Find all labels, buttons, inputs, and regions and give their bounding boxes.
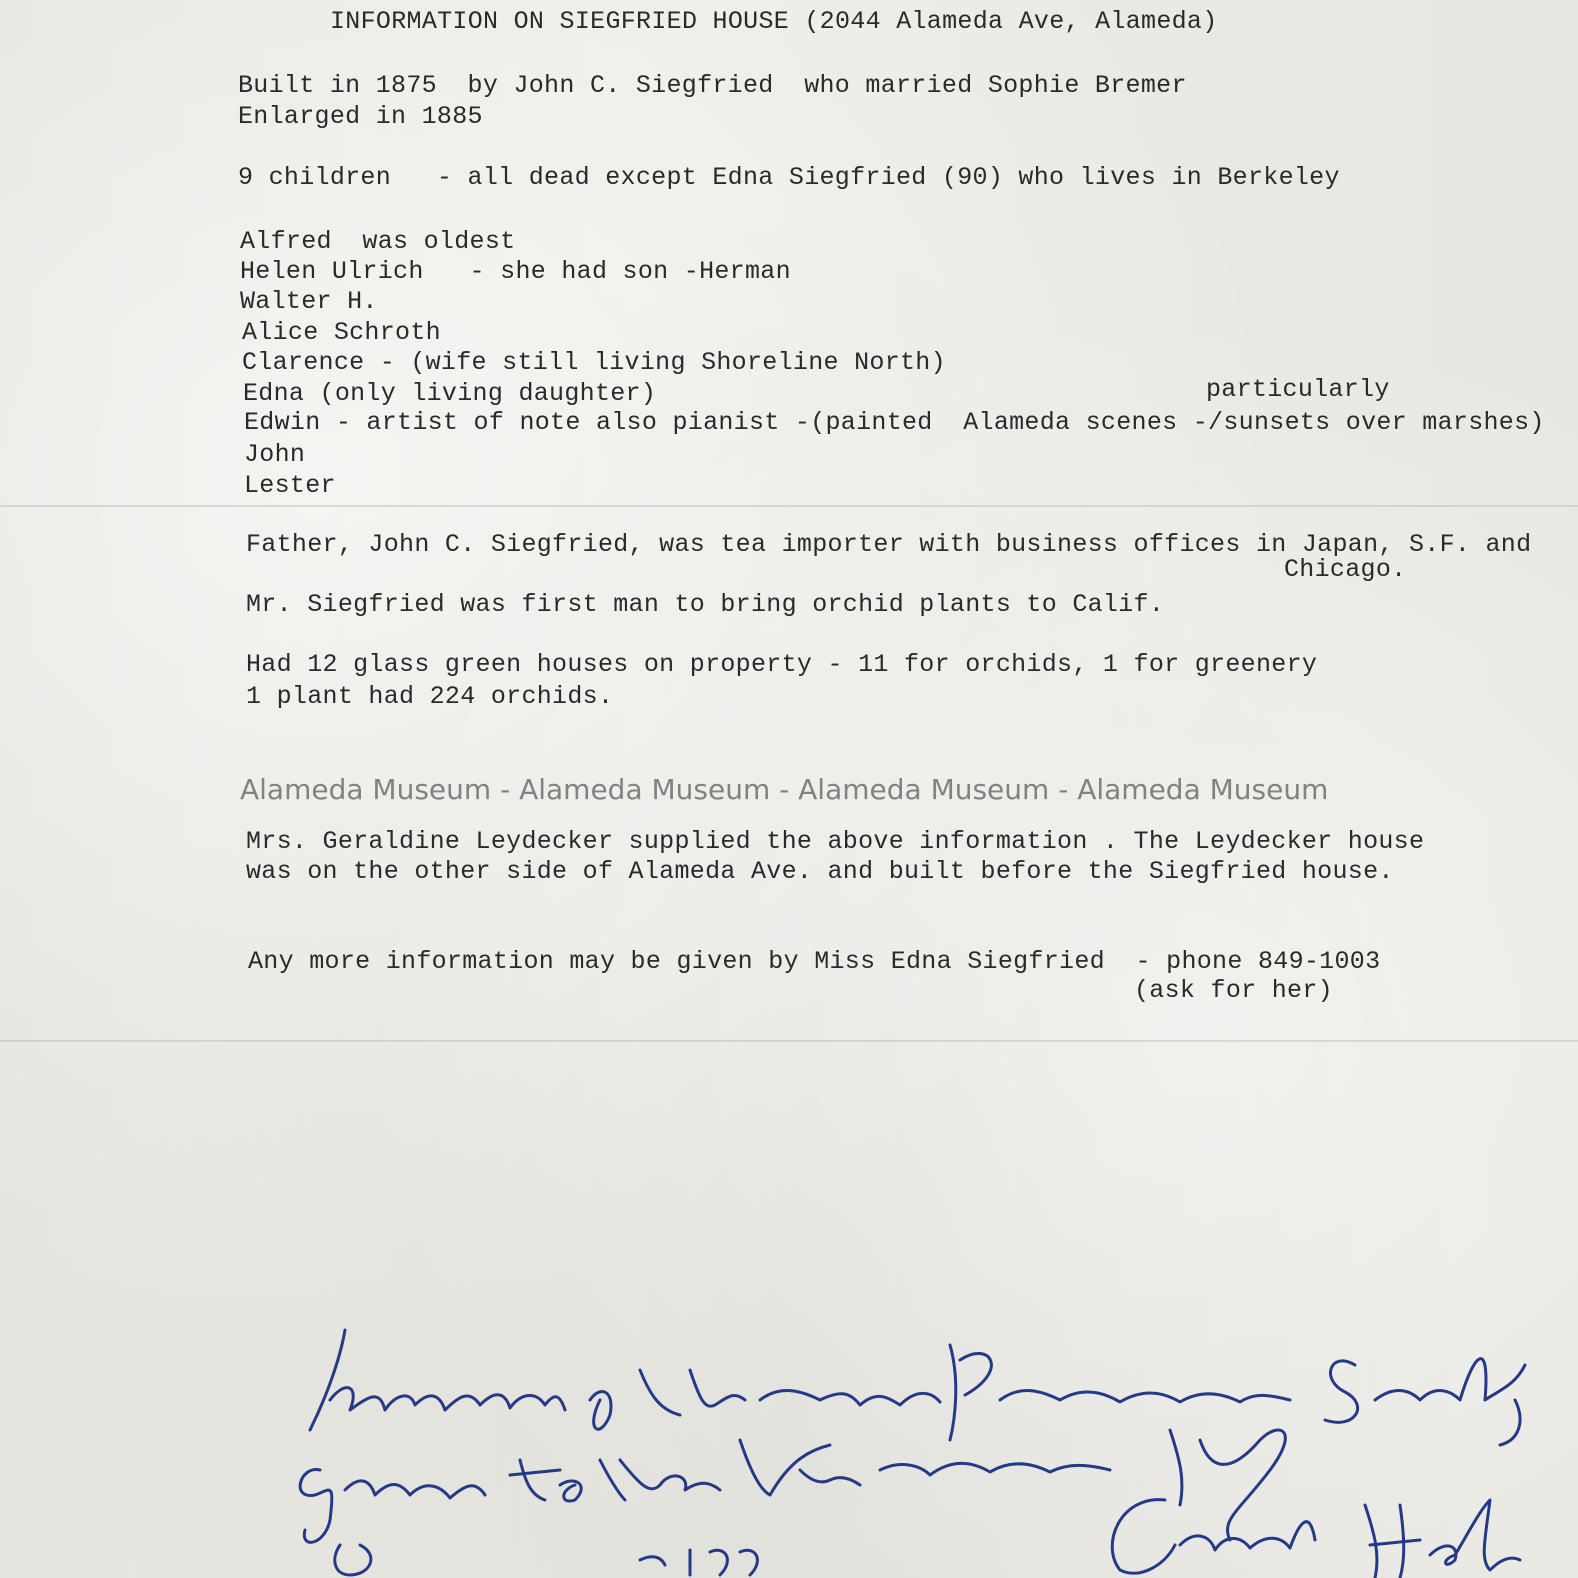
child-item: Walter H. xyxy=(240,287,378,316)
handwriting-stroke xyxy=(1000,1391,1290,1402)
child-item: John xyxy=(244,440,306,469)
handwriting-stroke xyxy=(600,1460,720,1500)
child-item: Alfred was oldest xyxy=(240,227,516,256)
child-item: Edna (only living daughter) xyxy=(243,379,657,408)
handwriting-stroke xyxy=(760,1391,940,1405)
signature-stroke xyxy=(1180,1522,1315,1550)
contact-line: Any more information may be given by Miss Edna Siegfried - phone 849-1003 xyxy=(248,947,1381,976)
signature-stroke xyxy=(1112,1500,1175,1574)
handwriting-stroke xyxy=(310,1330,345,1430)
signature-stroke xyxy=(1365,1505,1420,1578)
handwriting-stroke xyxy=(740,1440,860,1495)
handwriting-stroke xyxy=(335,1545,371,1575)
greenhouses-line: Had 12 glass green houses on property - 11 for orchids, 1 for greenery xyxy=(246,650,1318,679)
child-item: Clarence - (wife still living Shoreline North) xyxy=(242,348,946,377)
handwriting-stroke xyxy=(590,1392,611,1430)
handwriting-stroke xyxy=(640,1550,757,1575)
document-title: INFORMATION ON SIEGFRIED HOUSE (2044 Alameda Ave, Alameda) xyxy=(330,7,1218,36)
source-line: was on the other side of Alameda Ave. and built before the Siegfried house. xyxy=(246,857,1394,886)
greenhouses-line: 1 plant had 224 orchids. xyxy=(246,682,614,711)
child-item: Alice Schroth xyxy=(242,318,441,347)
handwriting-stroke xyxy=(880,1463,1110,1475)
watermark: Alameda Museum - Alameda Museum - Alameda Museum - Alameda Museum xyxy=(240,773,1329,806)
enlarged-line: Enlarged in 1885 xyxy=(238,102,483,131)
handwriting-stroke xyxy=(1325,1361,1358,1422)
signature-stroke xyxy=(1430,1500,1520,1570)
handwriting-stroke xyxy=(1375,1359,1525,1400)
handwriting-stroke xyxy=(950,1345,991,1440)
child-item: Lester xyxy=(244,471,336,500)
father-line: Father, John C. Siegfried, was tea importer with business offices in Japan, S.F. and xyxy=(246,530,1532,559)
contact-line: (ask for her) xyxy=(1134,976,1333,1005)
built-line: Built in 1875 by John C. Siegfried who married Sophie Bremer xyxy=(238,71,1187,100)
handwriting-stroke xyxy=(445,1395,565,1410)
father-line: Chicago. xyxy=(1284,555,1407,584)
handwriting-stroke xyxy=(640,1370,745,1415)
handwriting-stroke xyxy=(1170,1430,1285,1540)
handwriting-stroke xyxy=(300,1470,332,1543)
handwriting-stroke xyxy=(1500,1400,1520,1445)
handwriting-stroke xyxy=(330,1388,445,1410)
source-line: Mrs. Geraldine Leydecker supplied the above information . The Leydecker house xyxy=(246,827,1425,856)
handwriting-stroke xyxy=(510,1460,581,1501)
orchid-line: Mr. Siegfried was first man to bring orchid plants to Calif. xyxy=(246,590,1165,619)
children-summary: 9 children - all dead except Edna Siegfried (90) who lives in Berkeley xyxy=(238,163,1340,192)
insert-note: particularly xyxy=(1206,375,1390,404)
handwriting-stroke xyxy=(345,1481,485,1498)
child-item: Edwin - artist of note also pianist -(painted Alameda scenes -/sunsets over marshes) xyxy=(244,408,1545,437)
child-item: Helen Ulrich - she had son -Herman xyxy=(240,257,791,286)
